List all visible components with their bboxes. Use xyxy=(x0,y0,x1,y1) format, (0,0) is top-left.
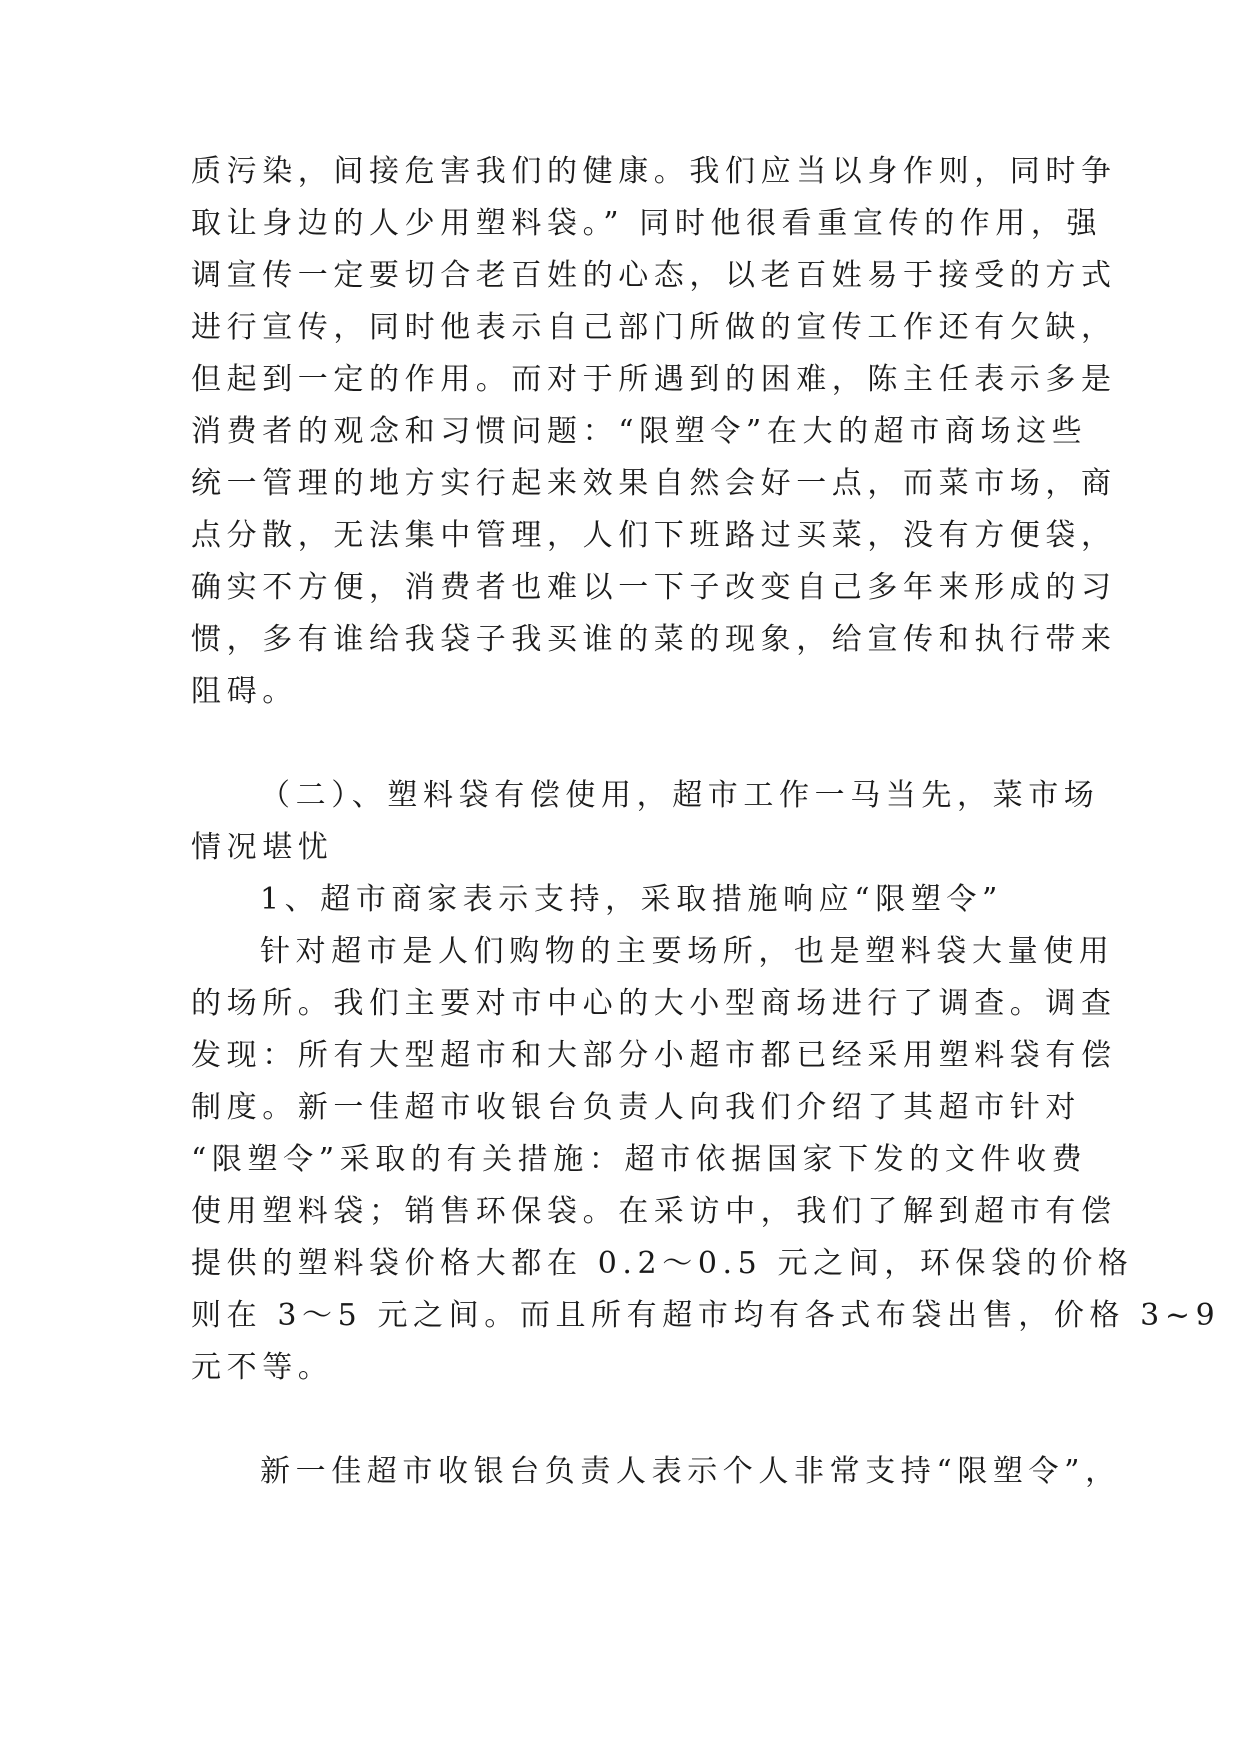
text-line: “限塑令”采取的有关措施：超市依据国家下发的文件收费 xyxy=(191,1142,1088,1177)
text-line: 调宣传一定要切合老百姓的心态，以老百姓易于接受的方式 xyxy=(191,258,1117,293)
text-line: 元不等。 xyxy=(191,1350,334,1385)
text-line: 阻碍。 xyxy=(191,674,298,709)
text-line: 统一管理的地方实行起来效果自然会好一点，而菜市场，商 xyxy=(191,466,1117,501)
text-line: 的场所。我们主要对市中心的大小型商场进行了调查。调查 xyxy=(191,986,1117,1021)
text-line: 使用塑料袋；销售环保袋。在采访中，我们了解到超市有偿 xyxy=(191,1194,1117,1229)
text-line: 进行宣传，同时他表示自己部门所做的宣传工作还有欠缺， xyxy=(191,310,1117,345)
text-line: 取让身边的人少用塑料袋。” 同时他很看重宣传的作用，强 xyxy=(191,206,1103,241)
text-line: 质污染，间接危害我们的健康。我们应当以身作则，同时争 xyxy=(191,154,1117,189)
text-line: 新一佳超市收银台负责人表示个人非常支持“限塑令”， xyxy=(260,1454,1121,1489)
text-line: 消费者的观念和习惯问题：“限塑令”在大的超市商场这些 xyxy=(191,414,1088,449)
text-line: 点分散，无法集中管理，人们下班路过买菜，没有方便袋， xyxy=(191,518,1117,553)
subsection-heading: 1、超市商家表示支持，采取措施响应“限塑令” xyxy=(260,882,1003,917)
text-line: 制度。新一佳超市收银台负责人向我们介绍了其超市针对 xyxy=(191,1090,1081,1125)
section-heading: （二）、塑料袋有偿使用，超市工作一马当先，菜市场 xyxy=(260,778,1100,813)
text-line: 确实不方便，消费者也难以一下子改变自己多年来形成的习 xyxy=(191,570,1117,605)
text-line: 针对超市是人们购物的主要场所，也是塑料袋大量使用 xyxy=(260,934,1115,969)
text-line: 提供的塑料袋价格大都在 0.2～0.5 元之间，环保袋的价格 xyxy=(191,1246,1134,1281)
text-line: 惯，多有谁给我袋子我买谁的菜的现象，给宣传和执行带来 xyxy=(191,622,1117,657)
section-heading-continued: 情况堪忧 xyxy=(191,830,334,865)
text-line: 发现：所有大型超市和大部分小超市都已经采用塑料袋有偿 xyxy=(191,1038,1117,1073)
text-line: 但起到一定的作用。而对于所遇到的困难，陈主任表示多是 xyxy=(191,362,1117,397)
text-line: 则在 3～5 元之间。而且所有超市均有各式布袋出售，价格 3~9 xyxy=(191,1298,1221,1333)
